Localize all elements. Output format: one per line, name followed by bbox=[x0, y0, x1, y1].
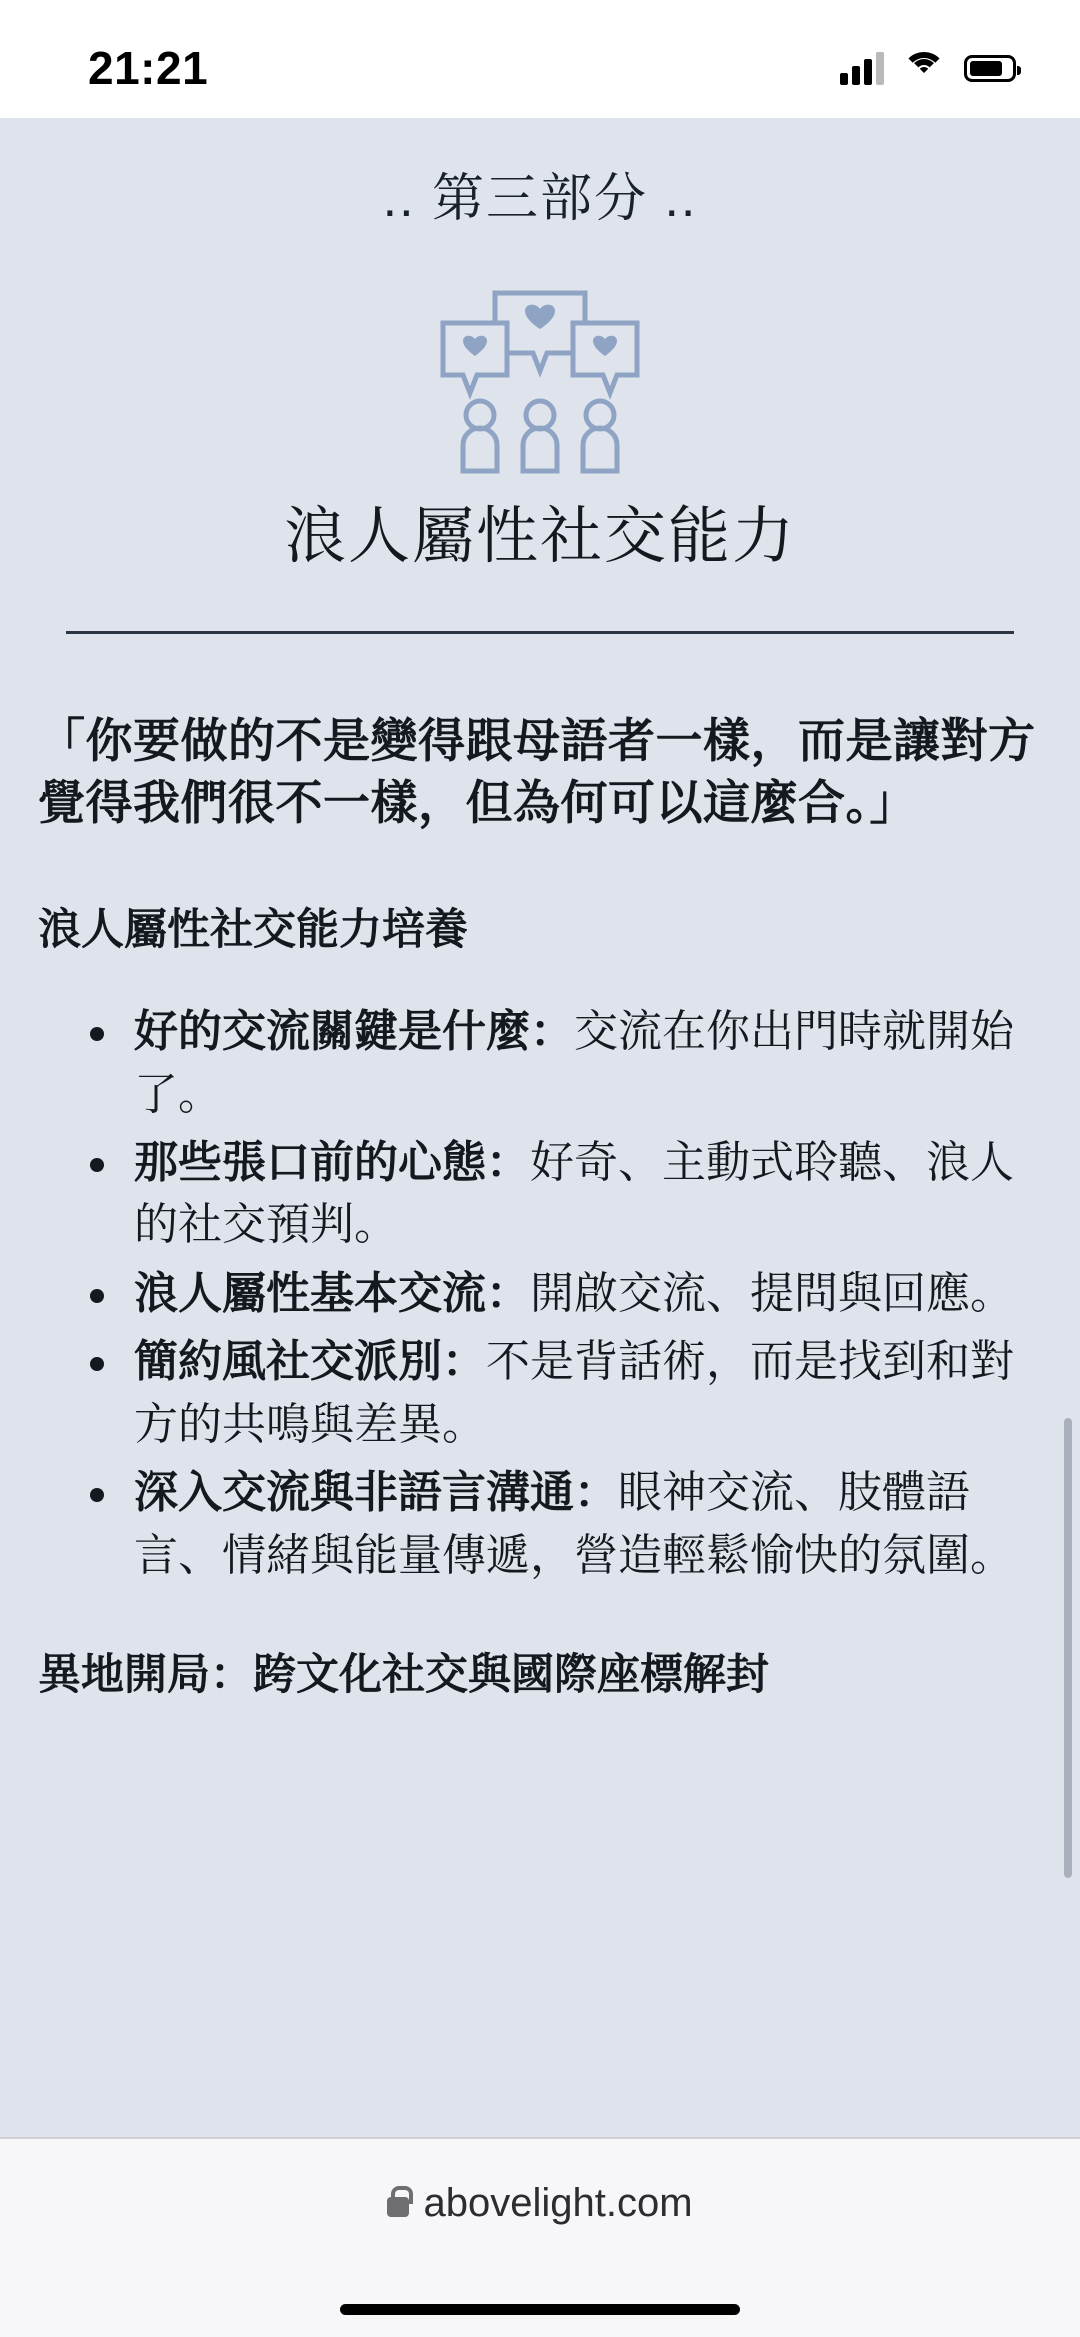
article-content bbox=[0, 118, 1080, 2137]
list-item bbox=[134, 1001, 1042, 1126]
list-item-rest: 好奇、主動式聆聽、浪人的社交預判。 bbox=[134, 1138, 1014, 1250]
part-label: .. 第三部分 .. bbox=[382, 170, 698, 228]
list-item bbox=[134, 1462, 1042, 1587]
page-title: 浪人屬性社交能力 bbox=[283, 502, 796, 571]
signal-bars-icon bbox=[840, 51, 884, 85]
address-bar[interactable] bbox=[0, 2139, 1080, 2267]
list-item-rest: 眼神交流、肢體語言、情緒與能量傳遞，營造輕鬆愉快的氛圍。 bbox=[134, 1468, 1014, 1580]
list-item bbox=[134, 1331, 1042, 1456]
list-item-lead: 浪人屬性基本交流： bbox=[134, 1268, 530, 1318]
list-item-rest: 不是背話術，而是找到和對方的共鳴與差異。 bbox=[134, 1337, 1014, 1449]
vertical-scrollbar[interactable] bbox=[1064, 1418, 1072, 1878]
footer-heading: 異地開局：跨文化社交與國際座標解封 bbox=[38, 1651, 769, 1700]
status-time: 21:21 bbox=[88, 42, 209, 94]
wifi-icon bbox=[902, 52, 946, 84]
status-bar bbox=[0, 0, 1080, 118]
list-item-lead: 好的交流關鍵是什麼： bbox=[134, 1007, 574, 1057]
section-subheading: 浪人屬性社交能力培養 bbox=[38, 906, 468, 955]
list-item-lead: 深入交流與非語言溝通： bbox=[134, 1468, 618, 1518]
home-indicator[interactable] bbox=[340, 2304, 740, 2315]
list-item-rest: 交流在你出門時就開始了。 bbox=[134, 1007, 1014, 1119]
speech-bubbles-people-icon bbox=[425, 275, 655, 480]
pull-quote: 「你要做的不是變得跟母語者一樣，而是讓對方覺得我們很不一樣，但為何可以這麼合。」 bbox=[38, 714, 1036, 830]
browser-bottom-bar bbox=[0, 2137, 1080, 2337]
list-item-rest: 開啟交流、提問與回應。 bbox=[530, 1268, 1014, 1318]
divider bbox=[66, 631, 1014, 634]
list-item-lead: 簡約風社交派別： bbox=[134, 1337, 486, 1387]
list-item-lead: 那些張口前的心態： bbox=[134, 1138, 530, 1187]
status-icons bbox=[840, 33, 1016, 85]
lock-icon bbox=[387, 2197, 409, 2217]
bullet-list bbox=[38, 1001, 1042, 1587]
list-item bbox=[134, 1263, 1042, 1325]
url-text: abovelight.com bbox=[423, 2180, 693, 2225]
list-item bbox=[134, 1132, 1042, 1257]
battery-icon bbox=[964, 55, 1016, 82]
hero-illustration bbox=[38, 275, 1042, 480]
